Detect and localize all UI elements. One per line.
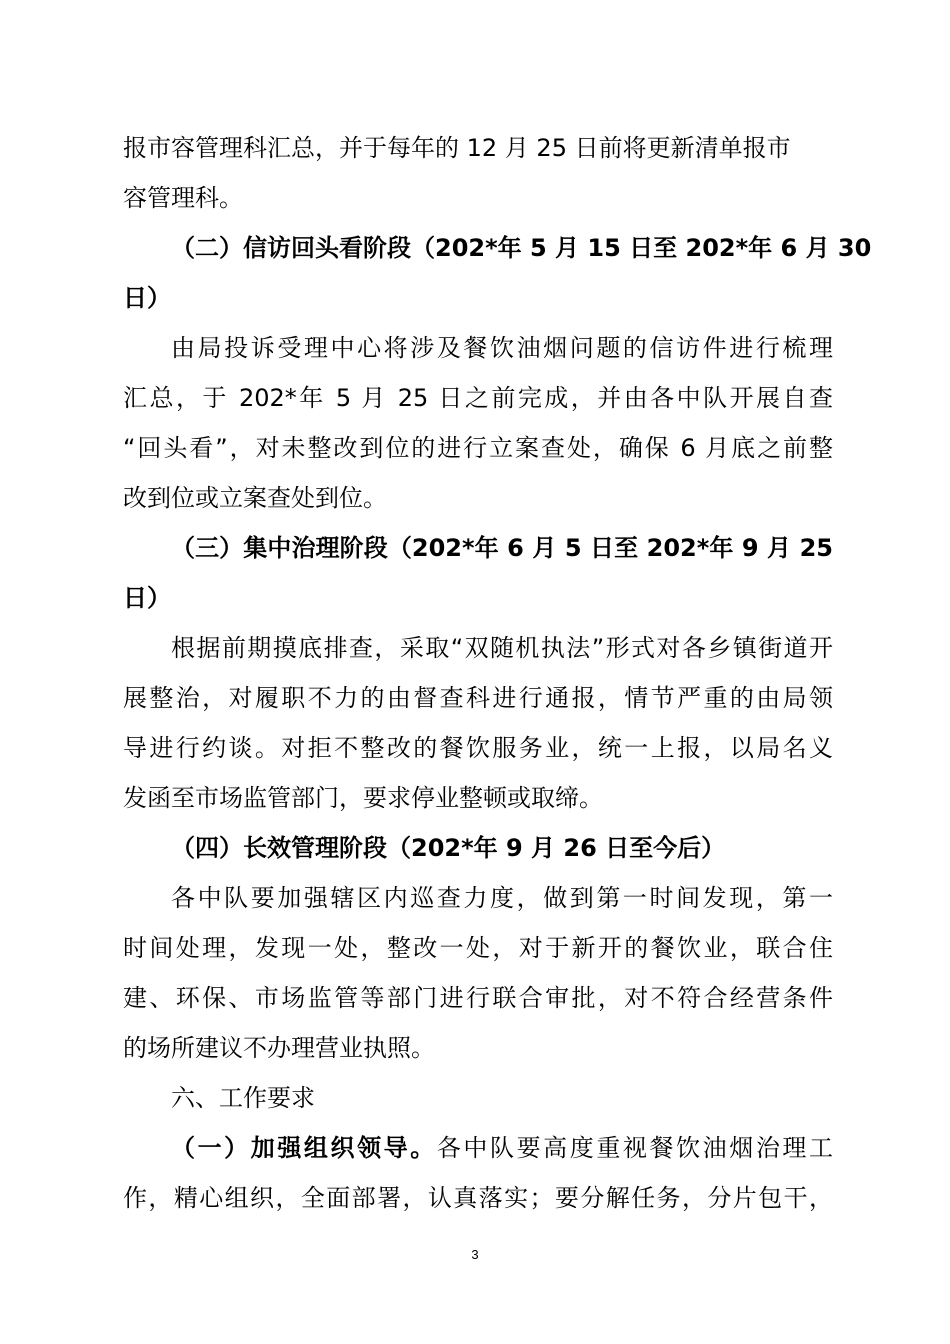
body-line: 容管理科。 [123,184,243,212]
body-line: 展整治，对履职不力的由督查科进行通报，情节严重的由局领 [123,684,833,712]
section-heading: （二）信访回头看阶段（202*年 5 月 15 日至 202*年 6 月 30 [171,234,872,262]
body-line: 各中队要加强辖区内巡查力度，做到第一时间发现，第一 [171,884,833,912]
bold-lead: （一）加强组织领导。 [171,1134,437,1162]
body-line: 作，精心组织，全面部署，认真落实；要分解任务，分片包干， [123,1184,833,1212]
section-heading: （三）集中治理阶段（202*年 6 月 5 日至 202*年 9 月 25 [171,534,833,562]
body-line: 由局投诉受理中心将涉及餐饮油烟问题的信访件进行梳理 [171,334,833,362]
body-line: 改到位或立案查处到位。 [123,484,387,512]
section-heading: （四）长效管理阶段（202*年 9 月 26 日至今后） [171,834,726,862]
body-line: 的场所建议不办理营业执照。 [123,1034,435,1062]
section-heading: 日） [123,584,171,612]
body-line: 根据前期摸底排查，采取“双随机执法”形式对各乡镇街道开 [171,634,833,662]
body-line [171,1132,833,1164]
page-number: 3 [471,1247,479,1262]
body-line: 建、环保、市场监管等部门进行联合审批，对不符合经营条件 [123,984,833,1012]
section-heading: 六、工作要求 [171,1084,315,1112]
body-line: “回头看”，对未整改到位的进行立案查处，确保 6 月底之前整 [123,434,833,462]
body-line: 时间处理，发现一处，整改一处，对于新开的餐饮业，联合住 [123,934,833,962]
body-text: 各中队要高度重视餐饮油烟治理工 [436,1134,834,1162]
body-line: 导进行约谈。对拒不整改的餐饮服务业，统一上报，以局名义 [123,734,833,762]
body-line: 报市容管理科汇总，并于每年的 12 月 25 日前将更新清单报市 [123,134,791,162]
body-line: 汇总，于 202*年 5 月 25 日之前完成，并由各中队开展自查 [123,384,833,412]
section-heading: 日） [123,284,171,312]
body-line: 发函至市场监管部门，要求停业整顿或取缔。 [123,784,603,812]
